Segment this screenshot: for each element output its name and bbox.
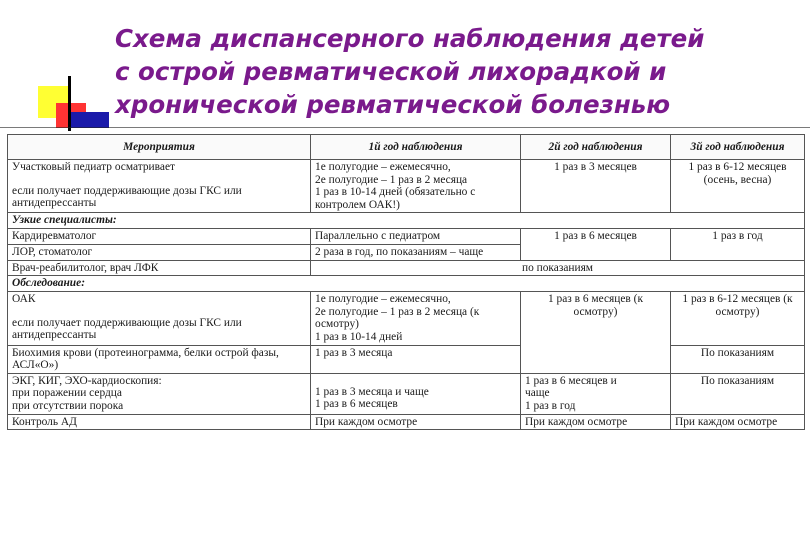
cell-text: чаще xyxy=(525,387,550,400)
table-row-blood-count xyxy=(8,292,805,345)
cell-year-2: 1 раз в 3 месяцев xyxy=(521,160,671,213)
title-line-2: с острой ревматической лихорадкой и xyxy=(115,57,667,86)
cell-all-years: по показаниям xyxy=(311,260,805,276)
title-line-3: хронической ревматической болезнью xyxy=(115,90,671,119)
cell-year-1: 2 раза в год, по показаниям – чаще xyxy=(311,244,521,260)
header-year-3: 3й год наблюдения xyxy=(671,135,805,160)
activity-condition: при отсутствии порока xyxy=(12,399,124,412)
section-label: Узкие специалисты: xyxy=(8,213,805,229)
activity-condition: если получает поддерживающие дозы ГКС или антидепрессанты xyxy=(12,184,242,210)
cell-year-1: При каждом осмотре xyxy=(311,414,521,430)
cell-text: 1 раз в 10-14 дней (обязательно с контролем ОАК!) xyxy=(315,186,476,211)
activity-text: ЭКГ, КИГ, ЭХО-кардиоскопия: xyxy=(12,374,162,387)
table-row-pediatrician xyxy=(8,160,805,213)
cell-year-1: Параллельно с педиатром xyxy=(311,229,521,245)
cell-activity: Врач-реабилитолог, врач ЛФК xyxy=(8,260,311,276)
activity-condition: если получает поддерживающие дозы ГКС или антидепрессанты xyxy=(12,316,242,342)
activity-text: Участковый педиатр осматривает xyxy=(12,161,175,173)
cell-year-3: По показаниям xyxy=(671,345,805,373)
section-row-examination xyxy=(8,276,805,292)
table-row-ecg-echo xyxy=(8,373,805,414)
cell-year-2: 1 раз в 6 месяцев xyxy=(521,229,671,260)
cell-activity: Контроль АД xyxy=(8,414,311,430)
cell-year-3: 1 раз в год xyxy=(671,229,805,260)
cell-text: 1 раз в год xyxy=(525,399,576,412)
table-row-blood-pressure xyxy=(8,414,805,430)
cell-activity: Биохимия крови (протеинограмма, белки острой фазы, АСЛ«О») xyxy=(8,345,311,373)
cell-activity xyxy=(8,373,311,414)
header-year-1: 1й год наблюдения xyxy=(311,135,521,160)
cell-year-1 xyxy=(311,373,521,414)
header-activities: Мероприятия xyxy=(8,135,311,160)
cell-text: 1 раз в 3 месяца и чаще xyxy=(315,385,429,398)
decor-vertical-line xyxy=(68,76,71,131)
cell-activity xyxy=(8,160,311,213)
cell-year-1: 1 раз в 3 месяца xyxy=(311,345,521,373)
cell-activity: Кардиревматолог xyxy=(8,229,311,245)
cell-year-3: По показаниям xyxy=(671,373,805,414)
cell-year-2: При каждом осмотре xyxy=(521,414,671,430)
cell-year-1 xyxy=(311,160,521,213)
cell-year-3: При каждом осмотре xyxy=(671,414,805,430)
section-row-specialists xyxy=(8,213,805,229)
header-year-2: 2й год наблюдения xyxy=(521,135,671,160)
cell-text: 1 раз в 6 месяцев и xyxy=(525,374,617,387)
cell-text: 1 раз в 10-14 дней xyxy=(315,330,403,343)
cell-activity xyxy=(8,292,311,345)
observation-scheme-table xyxy=(7,134,805,430)
slide-title xyxy=(115,22,805,121)
title-divider-line xyxy=(0,127,810,128)
title-line-1: Схема диспансерного наблюдения детей xyxy=(115,24,705,53)
table-header-row xyxy=(8,135,805,160)
table-row-biochemistry xyxy=(8,345,805,373)
table-row-cardiorheumatologist xyxy=(8,229,805,245)
activity-condition: при поражении сердца xyxy=(12,387,122,400)
cell-text: 1 раз в 6 месяцев xyxy=(315,398,398,411)
section-label: Обследование: xyxy=(8,276,805,292)
cell-text: 2е полугодие – 1 раз в 2 месяца (к осмотру) xyxy=(315,305,480,331)
cell-text: 2е полугодие – 1 раз в 2 месяца xyxy=(315,173,468,186)
cell-year-3: 1 раз в 6-12 месяцев (осень, весна) xyxy=(671,160,805,213)
cell-activity: ЛОР, стоматолог xyxy=(8,244,311,260)
decor-blue-rectangle xyxy=(69,112,109,128)
activity-text: ОАК xyxy=(12,293,36,306)
cell-year-3: 1 раз в 6-12 месяцев (к осмотру) xyxy=(671,292,805,345)
cell-year-2 xyxy=(521,373,671,414)
cell-text: 1е полугодие – ежемесячно, xyxy=(315,161,451,173)
cell-year-2: 1 раз в 6 месяцев (к осмотру) xyxy=(521,292,671,374)
cell-text: 1е полугодие – ежемесячно, xyxy=(315,293,451,306)
cell-year-1 xyxy=(311,292,521,345)
table-row-rehabilitologist xyxy=(8,260,805,276)
